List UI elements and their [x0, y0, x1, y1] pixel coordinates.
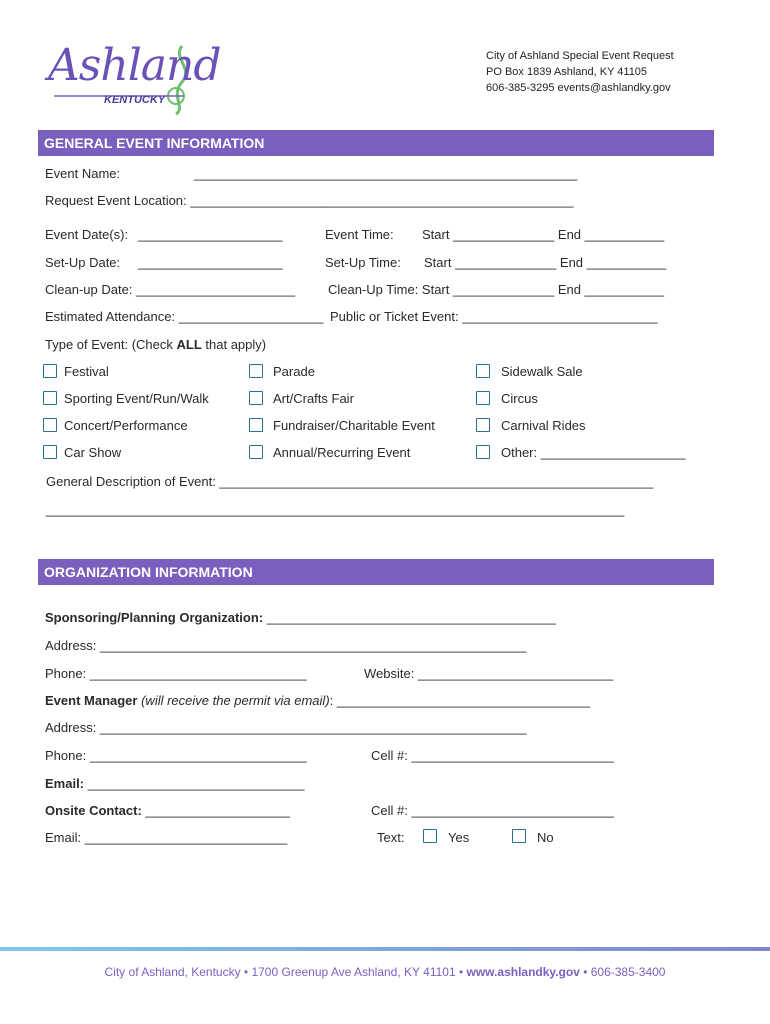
event-manager-label: Event Manager — [45, 693, 138, 708]
general-section-title: GENERAL EVENT INFORMATION — [44, 135, 265, 151]
header-line-3: 606-385-3295 events@ashlandky.gov — [486, 82, 671, 94]
event-time-field[interactable]: Start ______________ End ___________ — [422, 227, 665, 242]
email-label: Email: — [45, 776, 85, 791]
onsite-contact-label: Onsite Contact: — [45, 803, 142, 818]
sporting-event-label: Sporting Event/Run/Walk — [64, 391, 209, 406]
org-section-title: ORGANIZATION INFORMATION — [44, 564, 253, 580]
cell-field-2[interactable]: Cell #: ____________________________ — [371, 803, 614, 818]
onsite-email-field[interactable]: Email: ____________________________ — [45, 830, 288, 845]
footer-divider — [0, 947, 770, 951]
sidewalk-sale-checkbox[interactable] — [476, 364, 490, 378]
annual-event-label: Annual/Recurring Event — [273, 445, 411, 460]
onsite-contact-field[interactable]: ____________________ — [141, 803, 291, 818]
other-field[interactable]: Other: ____________________ — [501, 445, 686, 460]
art-crafts-label: Art/Crafts Fair — [273, 391, 354, 406]
text-no-checkbox[interactable] — [512, 829, 526, 843]
text-no-label: No — [537, 830, 554, 845]
cell-field-1[interactable]: Cell #: ____________________________ — [371, 748, 614, 763]
website-field[interactable]: Website: ___________________________ — [364, 666, 614, 681]
event-dates-label: Event Date(s): — [45, 227, 129, 242]
event-dates-field[interactable]: ____________________ — [138, 227, 283, 242]
cleanup-date-field[interactable]: Clean-up Date: ______________________ — [45, 282, 296, 297]
text-yes-label: Yes — [448, 830, 470, 845]
parade-checkbox[interactable] — [249, 364, 263, 378]
fundraiser-checkbox[interactable] — [249, 418, 263, 432]
event-type-instruction — [45, 337, 266, 352]
other-checkbox[interactable] — [476, 445, 490, 459]
setup-date-label: Set-Up Date: — [45, 255, 121, 270]
logo-subtitle: KENTUCKY — [104, 94, 166, 106]
setup-time-label: Set-Up Time: — [325, 255, 401, 270]
ashland-logo — [44, 38, 221, 118]
logo-wordmark: Ashland — [48, 40, 221, 91]
address-field-1[interactable]: Address: ___________________________________________________________ — [45, 638, 527, 653]
event-manager-row[interactable] — [45, 693, 590, 708]
email-field[interactable]: ______________________________ — [84, 776, 305, 791]
header-line-1: City of Ashland Special Event Request — [486, 50, 674, 62]
email-row[interactable] — [45, 776, 305, 791]
onsite-contact-row[interactable] — [45, 803, 290, 818]
circus-checkbox[interactable] — [476, 391, 490, 405]
header-line-2: PO Box 1839 Ashland, KY 41105 — [486, 66, 648, 78]
footer-phone: • 606-385-3400 — [579, 965, 666, 979]
address-field-2[interactable]: Address: ___________________________________________________________ — [45, 720, 527, 735]
event-name-field[interactable]: _____________________________________________________ — [194, 166, 578, 181]
art-crafts-checkbox[interactable] — [249, 391, 263, 405]
carnival-rides-checkbox[interactable] — [476, 418, 490, 432]
description-field[interactable]: General Description of Event: ____________________________________________________________ — [46, 474, 654, 489]
fundraiser-label: Fundraiser/Charitable Event — [273, 418, 435, 433]
text-label: Text: — [377, 830, 405, 845]
event-location-field[interactable]: Request Event Location: _____________________________________________________ — [45, 193, 574, 208]
event-name-label: Event Name: — [45, 166, 121, 181]
sponsor-row[interactable] — [45, 610, 556, 625]
concert-label: Concert/Performance — [64, 418, 188, 433]
parade-label: Parade — [273, 364, 315, 379]
carnival-rides-label: Carnival Rides — [501, 418, 586, 433]
public-ticket-field[interactable]: Public or Ticket Event: ___________________________ — [330, 309, 658, 324]
general-section-header — [38, 130, 714, 156]
car-show-label: Car Show — [64, 445, 122, 460]
phone-field-2[interactable]: Phone: ______________________________ — [45, 748, 307, 763]
org-section-header — [38, 559, 714, 585]
car-show-checkbox[interactable] — [43, 445, 57, 459]
cleanup-time-field[interactable]: Clean-Up Time: Start ______________ End ___________ — [328, 282, 665, 297]
festival-checkbox[interactable] — [43, 364, 57, 378]
event-type-suffix: that apply) — [201, 337, 267, 352]
phone-field-1[interactable]: Phone: ______________________________ — [45, 666, 307, 681]
setup-time-field[interactable]: Start ______________ End ___________ — [424, 255, 667, 270]
festival-label: Festival — [64, 364, 109, 379]
event-type-all: ALL — [176, 337, 202, 352]
footer-address: City of Ashland, Kentucky • 1700 Greenup Ave Ashland, KY 41101 • — [104, 965, 467, 979]
event-manager-note: (will receive the permit via email) — [137, 693, 330, 708]
concert-checkbox[interactable] — [43, 418, 57, 432]
sponsor-field[interactable]: ________________________________________ — [266, 610, 556, 625]
setup-date-field[interactable]: ____________________ — [138, 255, 283, 270]
event-time-label: Event Time: — [325, 227, 394, 242]
sponsor-label: Sponsoring/Planning Organization: — [45, 610, 264, 625]
description-field-line-2[interactable]: ________________________________________________________________________________ — [46, 502, 625, 517]
circus-label: Circus — [501, 391, 538, 406]
header-contact-block — [486, 48, 674, 96]
sporting-event-checkbox[interactable] — [43, 391, 57, 405]
attendance-field[interactable]: Estimated Attendance: ____________________ — [45, 309, 324, 324]
footer-text — [0, 965, 770, 979]
event-manager-field[interactable]: : ___________________________________ — [329, 693, 590, 708]
footer-website-link[interactable]: www.ashlandky.gov — [466, 965, 580, 979]
annual-event-checkbox[interactable] — [249, 445, 263, 459]
text-yes-checkbox[interactable] — [423, 829, 437, 843]
event-type-prefix: Type of Event: (Check — [45, 337, 177, 352]
sidewalk-sale-label: Sidewalk Sale — [501, 364, 583, 379]
